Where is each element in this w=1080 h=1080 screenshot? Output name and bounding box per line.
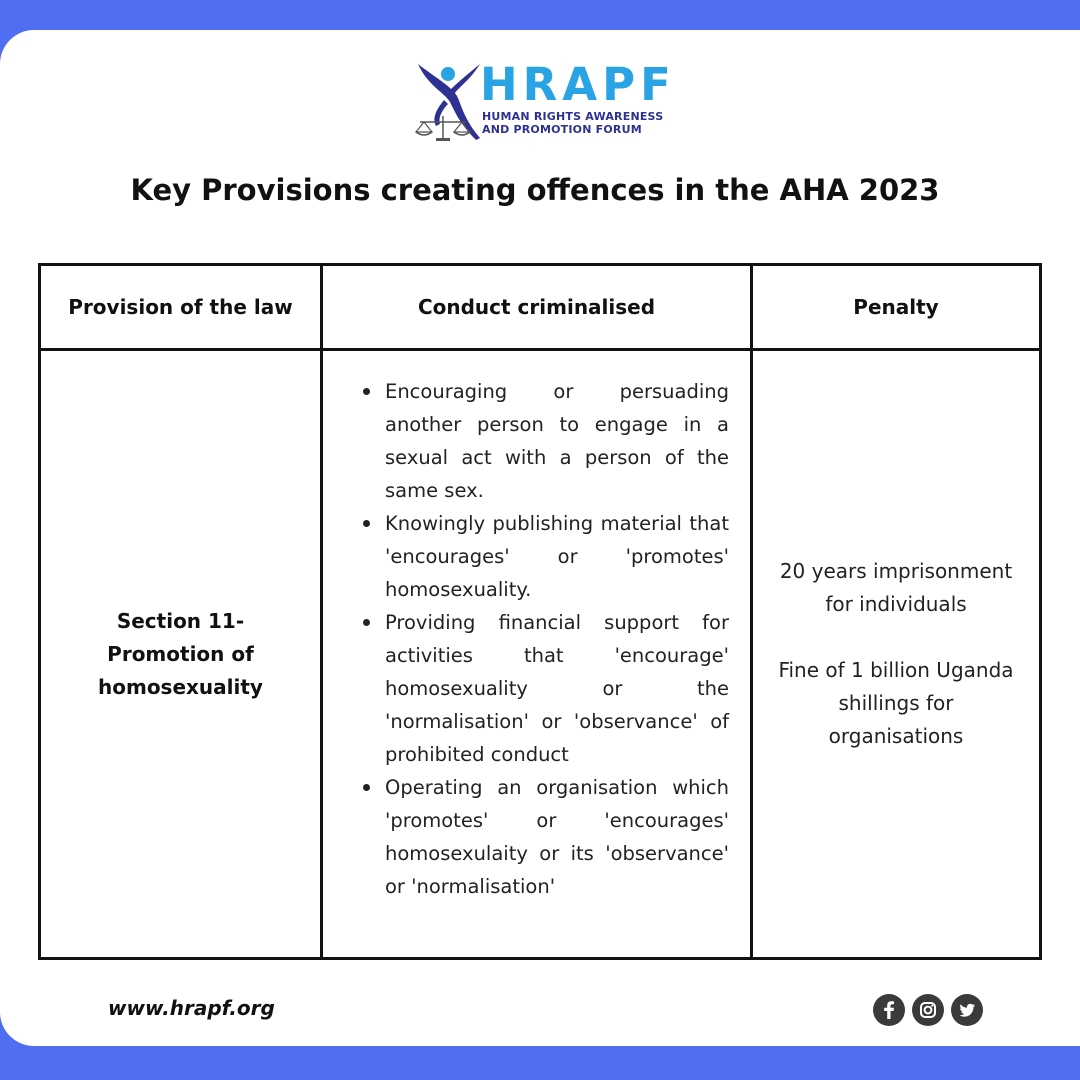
twitter-icon[interactable]: [951, 994, 983, 1026]
conduct-list: [323, 375, 729, 903]
logo-wordmark: HRAPF: [480, 58, 676, 111]
instagram-icon[interactable]: [912, 994, 944, 1026]
conduct-cell: [323, 351, 750, 957]
provision-text: Section 11-Promotion of homosexuality: [98, 608, 263, 699]
hrapf-logo: [414, 60, 674, 144]
logo-tagline-line2: AND PROMOTION FORUM: [482, 123, 642, 136]
penalty-individuals: 20 years imprisonment for individuals: [779, 559, 1013, 616]
conduct-item: Operating an organisation which 'promotes' or 'encourages' homosexulaity or its 'observance' or 'normalisation': [385, 771, 729, 903]
header-provision: Provision of the law: [68, 295, 293, 319]
provisions-table: [38, 263, 1042, 960]
facebook-icon[interactable]: [873, 994, 905, 1026]
logo-tagline: [482, 110, 682, 136]
header-penalty: Penalty: [853, 295, 939, 319]
logo-tagline-line1: HUMAN RIGHTS AWARENESS: [482, 110, 664, 123]
penalty-organisations: Fine of 1 billion Uganda shillings for organisations: [778, 658, 1014, 748]
conduct-item: Providing financial support for activities that 'encourage' homosexuality or the 'normalisation' or 'observance' of prohibited conduct: [385, 606, 729, 771]
conduct-item: Knowingly publishing material that 'encourages' or 'promotes' homosexuality.: [385, 507, 729, 606]
logo-figure-icon: [414, 60, 484, 144]
bottom-frame-bar: [0, 1046, 1080, 1080]
page-title: Key Provisions creating offences in the AHA 2023: [130, 173, 940, 207]
conduct-item: Encouraging or persuading another person to engage in a sexual act with a person of the same sex.: [385, 375, 729, 507]
penalty-cell: [753, 351, 1039, 957]
header-conduct: Conduct criminalised: [417, 295, 656, 319]
provision-cell: [41, 351, 320, 957]
top-frame-bar: [0, 0, 1080, 30]
website-link[interactable]: www.hrapf.org: [108, 996, 275, 1020]
